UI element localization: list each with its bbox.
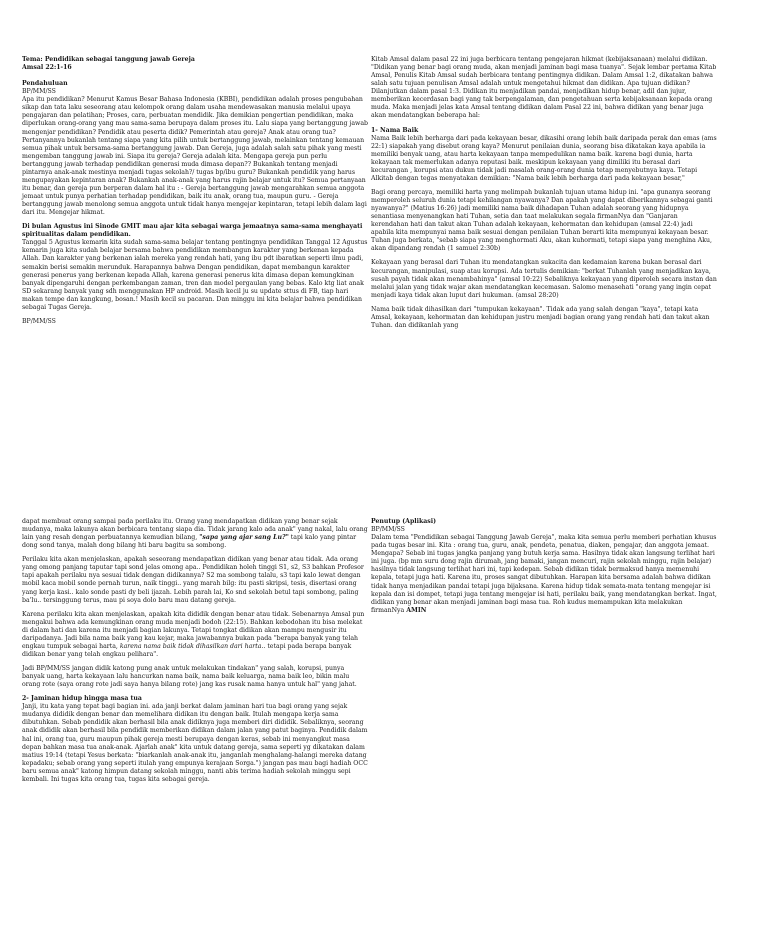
point1-paragraph: Nama Baik lebih berharga dari pada kekayaan besar, dikasihi orang lebih baik daripada perak dan emas (ams 22:1) siapakah yang disebut orang kaya? Menurut penilaian dunia, seorang bisa dikatakan kaya apabila ia memiliki benyak uang, atau harta kekayaan tanpa mempedulikan nama baik. karena bagi dunia, harta kekayaan tak memerlukan adanya reputasi baik. meskipun kekayaan yang dimiliki itu berasal dari kecurangan , korupsi atau dukun tidak jadi masalah orang-orang dunia tetap menyebutnya kaya. Tetapi Alkitab dengan tegas menyatakan demikian: "Nama baik lebih berharga dari pada kekayaan besar," (371, 134, 717, 182)
closing-author: BP/MM/SS (371, 526, 405, 534)
intro-author: BP/MM/SS (22, 88, 56, 96)
column1-footer: BP/MM/SS (22, 317, 56, 325)
section-heading: Di bulan Agustus ini Sinode GMIT mau ajar kita sebagai warga jemaatnya sama-sama menghayati spiritualitas dalam pendidikan. (22, 223, 363, 239)
behavior-text-b: tapi kalo yang pintar dong sond tanya, malah dong bilang hti baru bagitu sa sombong. (22, 534, 357, 550)
document-column-4 (371, 518, 717, 621)
foolishness-text-a: Karena perilaku kita akan menjelaskan, apakah kita dididik dengan benar atau tidak. Sebenarnya Amsal pun mengakui bahwa ada kemungkinan orang muda menjadi bodoh (22:15). Bahkan kebodohan itu bisa melekat di dalam hati dan karena itu menjadi bagian lakunya. Tetapi tongkat didikan akan mampu mengusir itu daripadanya. Jadi bila nama baik yang kau kejar, maka jawabannya bukan pada "berapa banyak yang telah engkau tumpuk sebagai harta, (22, 610, 365, 650)
closing-heading: Penutup (Aplikasi) (371, 518, 437, 525)
closing-amin: AMIN (406, 606, 427, 614)
point1-heading: 1- Nama Baik (371, 126, 419, 134)
good-name-paragraph: Nama baik tidak dihasilkan dari "tumpukan kekayaan". Tidak ada yang salah dengan "kaya", tetapi kata Amsal, kekayaan, kehormatan dan kehidupan justru menjadi bagian orang yang rendah hati dan takut akan Tuhan. dan didikanlah yang (371, 305, 710, 329)
behavior-text-a: dapat membuat orang sampai pada perilaku itu. Orang yang mendapatkan didikan yang benar sejak mudanya, maka lakunya akan berbicara tentang siapa dia. Tidak jarang kalo ada anak" yang nakal, lalu orang lain yang resah dengan perbuatannya kemudian bilang, (22, 518, 368, 542)
intro-heading: Pendahuluan (22, 80, 68, 88)
foolishness-text-b: tetapi pada berapa banyak didikan benar yang telah engkau pelihara". (22, 642, 352, 658)
foolishness-paragraph (22, 611, 368, 659)
section-paragraph: Tanggal 5 Agustus kemarin kita sudah sama-sama belajar tentang pentingnya pendidikan Tanggal 12 Agustus kemarin juga kita sudah belajar bersama bahwa pendidikan membangun karakter yang berkenan kepada Allah. Dan karakter yang berkenan ialah mereka yang rendah hati, yang ibu pdt ibaratkan seperti ilmu padi, semakin berisi semakin merunduk. Harapannya bahwa Dengan pendidikan, dapat membangun karakter generasi penerus yang berkenan kepada Allah, karena generasi penerus kita dimasa depan kemungkinan banyak dipengaruhi dengan perkembangan zaman, tren dan model pergaulan yang bebas. Kalo ktg liat anak SD sekarang banyak yang sdh menggunakan HP android. Masih kecil ju su update sttus di FB, tiap hari makan tempe dan kangkung, bosan.! Masih kecil su pacaran. Dan minggu ini kita belajar bahwa pendidikan sebagai Tugas Gereja. (22, 239, 368, 311)
intro-paragraph: Apa itu pendidikan? Menurut Kamus Besar Bahasa Indonesia (KBBI), pendidikan adalah proses pengubahan sikap dan tata laku seseorang atau kelompok orang dalam usaha mendewasakan manusia melalui upaya pengajaran dan pelatihan; Proses, cara, perbuatan mendidik. Jika demikian pengertian pendidikan, maka diperlukan orang-orang yang mau sama-sama berupaya dalam proses itu. Lalu siapa yang bertanggung jawab mengenjar pendidikan? Pendidik atau peserta didik? Pemerintah atau gereja? Anak atau orang tua? Pertanyannya bukanlah tentang siapa yang kita pilih untuk bertanggung jawab, melainkan tentang kemauan semua pihak untuk bersama-sama bertanggung jawab. Dan Gereja, juga adalah salah satu pihak yang mesti mengemban tanggung jawab ini. Siapa itu gereja? Gereja adalah kita. Mengapa gereja pun perlu bertanggung jawab terhadap pendidikan generasi muda dimasa depan?? Bukankah tentang menjadi pintarnya anak-anak mestinya menjadi tugas sekolah?/ tugas bp/ibu guru? Bukankah pendidik yang harus mengupayakan kepintaran anak? Bukankah anak-anak yang harus rajin belajar untuk itu? Semua pertanyaan itu benar, dan gereja pun berperan dalam hal itu : - Gereja bertanggung jawab mengarahkan semua anggota jemaat untuk punya perhatian terhadap pendidikan, baik itu anak, orang tua, maupun guru. - Gereja bertanggung jawab menolong semua anggota untuk tidak hanya mengejar kepintaran, tetapi lebih dalam lagi dari itu. Mengejar hikmat. (22, 96, 368, 217)
behavior-quote: "sapa yang ajar sang Lu?" (199, 534, 289, 542)
closing-text: Dalam tema "Pendidikan sebagai Tanggung Jawab Gereja", maka kita semua perlu memberi perhatian khusus pada tugas besar ini. Kita : orang tua, guru, anak, pendeta, penatua, diaken, pengajar, dan anggota jemaat. Mengapa? Sebab ini tugas jangka panjang yang butuh kerja sama. Hasilnya tidak akan langsung terlihat hari ini juga. (bp mm suru dong rajin dirumah, jang bamaki, jangan mencuri, rajin sekolah minggu, rajin belajar) hasilnya tidak langsung terlihat hari ini, tapi kedepan. Sebab didikan tidak bermaksud hanya memenuhi kepala, tetapi juga hati. Karena itu, proses sangat dibutuhkan. Harapan kita bersama adalah bahwa didikan tidak hanya menjadikan pandai tetapi juga bijaksana. Karena hidup tidak semata-mata tentang mengejar isi kepala dan isi dompet, tetapi juga tentang mengejar isi hati, perilaku baik, yang mendatangkan berkat. Ingat, didikan yang benar akan menjadi jaminan bagi masa tua. Roh kudus memampukan kita melakukan firmanNya (371, 534, 717, 614)
exhortation-paragraph: Jadi BP/MM/SS jangan didik katong pung anak untuk melakukan tindakan" yang salah, korupsi, punya banyak uang, harta kekayaan lalu hancurkan nama baik, nama baik keluarga, nama baik leo, bikin malu orang rote (saya orang rote jadi saya hanya bilang rote) jang kas rusak nama hanya untuk hal" yang jahat. (22, 665, 357, 689)
document-title: Tema: Pendidikan sebagai tanggung jawab Gereja (22, 56, 195, 63)
closing-paragraph (371, 534, 717, 615)
amsal-paragraph: Kitab Amsal dalam pasal 22 ini juga berbicara tentang pengejaran hikmat (kebijaksanaan) melalui didikan. "Didikan yang benar bagi orang muda, akan menjadi jaminan bagi masa tuanya". Sejak lembar pertama Kitab Amsal, Penulis Kitab Amsal sudah berbicara tentang pentingnya didikan. Dalam Amsal 1:2, dikatakan bahwa salah satu tujuan penulisan Amsal adalah untuk mengetahui hikmat dan didikan. Apa tujuan didikan? Dilanjutkan dalam pasal 1:3. Didikan itu menjadikan pandai, menjadikan hidup benar, adil dan jujur, memberikan kecerdasan bagi yang tak berpengalaman, dan pengetahuan serta kebijaksanaan kepada orang muda. Maka menjadi jelas kata Amsal tentang didikan dalam Pasal 22 ini, bahwa didikan yang benar juga akan mendatangkan beberapa hal: (371, 56, 717, 120)
document-column-1 (22, 56, 368, 332)
document-column-2 (371, 56, 717, 336)
point2-paragraph: Janji, itu kata yang tepat bagi bagian ini. ada janji berkat dalam jaminan hari tua bagi orang yang sejak mudanya dididik dengan benar dan memelihara didikan itu dengan baik. Itulah mengapa kerja sama dibutuhkan. Sebab pendidik akan berhasil bila anak didiknya juga memberi diri dididik. Sebaliknya, seorang anak dididik akan berhasil bila pendidik memberikan didikan dalam jalan yang patut baginya. Pendidik dalam hal ini, orang tua, guru maupun pihak gereja mesti berupaya dengan keras, sebab ini menyangkut masa depan bahkan masa tua anak-anak. Ajarlah anak" kita untuk datang gereja, sama seperti yg dikatakan dalam matius 19:14 (tetapi Yesus berkata: "biarkanlah anak-anak itu, janganlah menghalang-halangi mereka datang kepadaku; sebab orang yang seperti itulah yang empunya kerajaan Sorga.") jangan pas mau bagi hadiah OCC baru semua anak" katong himpun datang sekolah minggu, nanti abis terima hadiah sekolah minggu sepi kembali. Ini tugas kita orang tua, tugas kita sebagai gereja. (22, 703, 368, 783)
document-column-3 (22, 518, 368, 790)
point2-heading: 2- Jaminan hidup hingga masa tua (22, 695, 142, 703)
foolishness-italic: karena nama baik tidak dihasilkan dari harta.. (119, 642, 266, 650)
believer-paragraph: Bagi orang percaya, memiliki harta yang melimpah bukanlah tujuan utama hidup ini. "apa gunanya seorang memperoleh seluruh dunia tetapi kehilangan nyawanya? Dan apakah yang dapat diberikannya sebagai ganti nyawanya?" (Matius 16:26) jadi memiliki nama baik dihadapan Tuhan adalah seorang yang hidupnya senantiasa menyenangkan hati Tuhan, setia dan taat melakukan segala firmanNya dan "Ganjaran kerendahan hati dan takut akan Tuhan adalah kekayaan, kehormatan dan kehidupan (amsal 22:4) jadi apabila kita mempunyai nama baik sesuai dengan penilaian Tuhan berarti kita mempunyai kekayaan besar. Tuhan juga berkata, "sebab siapa yang menghormati Aku, akan kuhormati, tetapi siapa yang menghina Aku, akan dipandang rendah (1 samuel 2:30b) (371, 188, 713, 253)
wealth-paragraph: Kekayaan yang berasal dari Tuhan itu mendatangkan sukacita dan kedamaian karena bukan berasal dari kecurangan, manipulasi, suap atau korupsi. Ada tertulis demikian: "berkat Tuhanlah yang menjadikan kaya, susah payah tidak akan menambahinya" (amsal 10:22) Sebaliknya kekayaan yang diperoleh secara instan dan melalui jalan yang tidak wajar akan mendatangkan kecemasan. Salomo menasehati "orang yang ingin cepat menjadi kaya tidak akan luput dari hukuman. (amsal 28:20) (371, 259, 717, 299)
scripture-reference: Amsal 22:1-16 (22, 64, 72, 72)
education-paragraph: Perilaku kita akan menjelaskan, apakah seseorang mendapatkan didikan yang benar atau tidak. Ada orang yang omong panjang taputar tapi sond jelas omong apa.. Pendidikan holeh tinggi S1, s2, S3 bahkan Profesor tapi apakah perilaku nya sesuai tidak dengan didikannya? S2 ma sombong talalu, s3 tapi kalo lewat dengan mobil kaca mobil sonde pernah turun, naik tinggi.. yang marah bilg: itu pasti skripsi, tesis, disertasi orang yang kerja kasi.. kalo sonde pasti dy beli ijazah. Lebih parah lai, Ko snd sekolah betul tapi sombong, paling ba'lu.. tersinggung terus, mau pi soya dolo baru mau datang gereja. (22, 556, 364, 604)
behavior-paragraph (22, 518, 368, 550)
